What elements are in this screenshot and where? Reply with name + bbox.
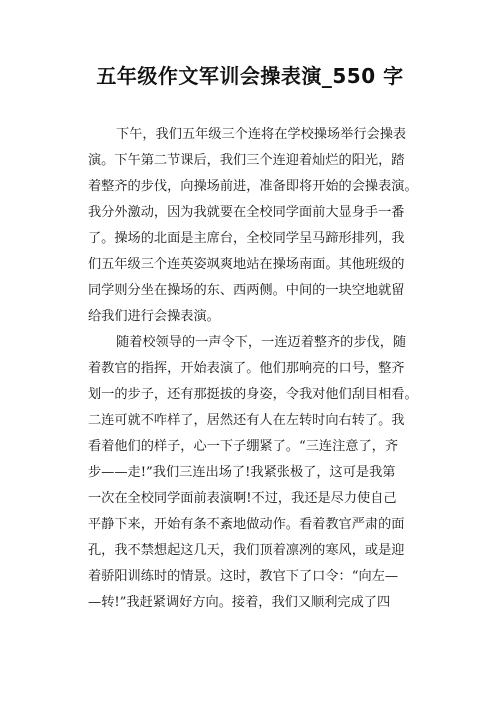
text-line: 划一的步子，还有那挺拔的身姿，令我对他们刮目相看。 <box>88 387 418 402</box>
text-line: 看着他们的样子，心一下子绷紧了。“三连注意了，齐 <box>88 439 399 454</box>
text-line: 着整齐的步伐，向操场前进，准备即将开始的会操表演。 <box>88 179 418 194</box>
text-line: 下午，我们五年级三个连将在学校操场举行会操表 <box>116 127 407 142</box>
text-line: 同学则分坐在操场的东、西两侧。中间的一块空地就留 <box>88 283 405 298</box>
document-body <box>88 122 418 616</box>
text-line: 了。操场的北面是主席台，全校同学呈马蹄形排列，我 <box>88 231 405 246</box>
text-line: 给我们进行会操表演。 <box>88 309 220 324</box>
text-line: 一次在全校同学面前表演啊!不过，我还是尽力使自己 <box>88 491 397 506</box>
text-line: 孔，我不禁想起这几天，我们顶着凛冽的寒风，或是迎 <box>88 543 405 558</box>
text-line: —转!”我赶紧调好方向。接着，我们又顺利完成了四 <box>88 595 391 610</box>
text-line: 二连可就不咋样了，居然还有人在左转时向右转了。我 <box>88 413 405 428</box>
text-line: 平静下来，开始有条不紊地做动作。看着教官严肃的面 <box>88 517 405 532</box>
text-line: 我分外激动，因为我就要在全校同学面前大显身手一番 <box>88 205 405 220</box>
text-line: 随着校领导的一声令下，一连迈着整齐的步伐，随 <box>116 335 407 350</box>
document-title: 五年级作文军训会操表演_550 字 <box>96 64 404 88</box>
text-line: 着骄阳训练时的情景。这时，教官下了口令：“向左— <box>88 569 399 584</box>
text-line: 们五年级三个连英姿飒爽地站在操场南面。其他班级的 <box>88 257 405 272</box>
text-line: 着教官的指挥，开始表演了。他们那响亮的口号，整齐 <box>88 361 405 376</box>
text-line: 步——走!”我们三连出场了!我紧张极了，这可是我第 <box>88 465 396 480</box>
text-line: 演。下午第二节课后，我们三个连迎着灿烂的阳光，踏 <box>88 153 405 168</box>
